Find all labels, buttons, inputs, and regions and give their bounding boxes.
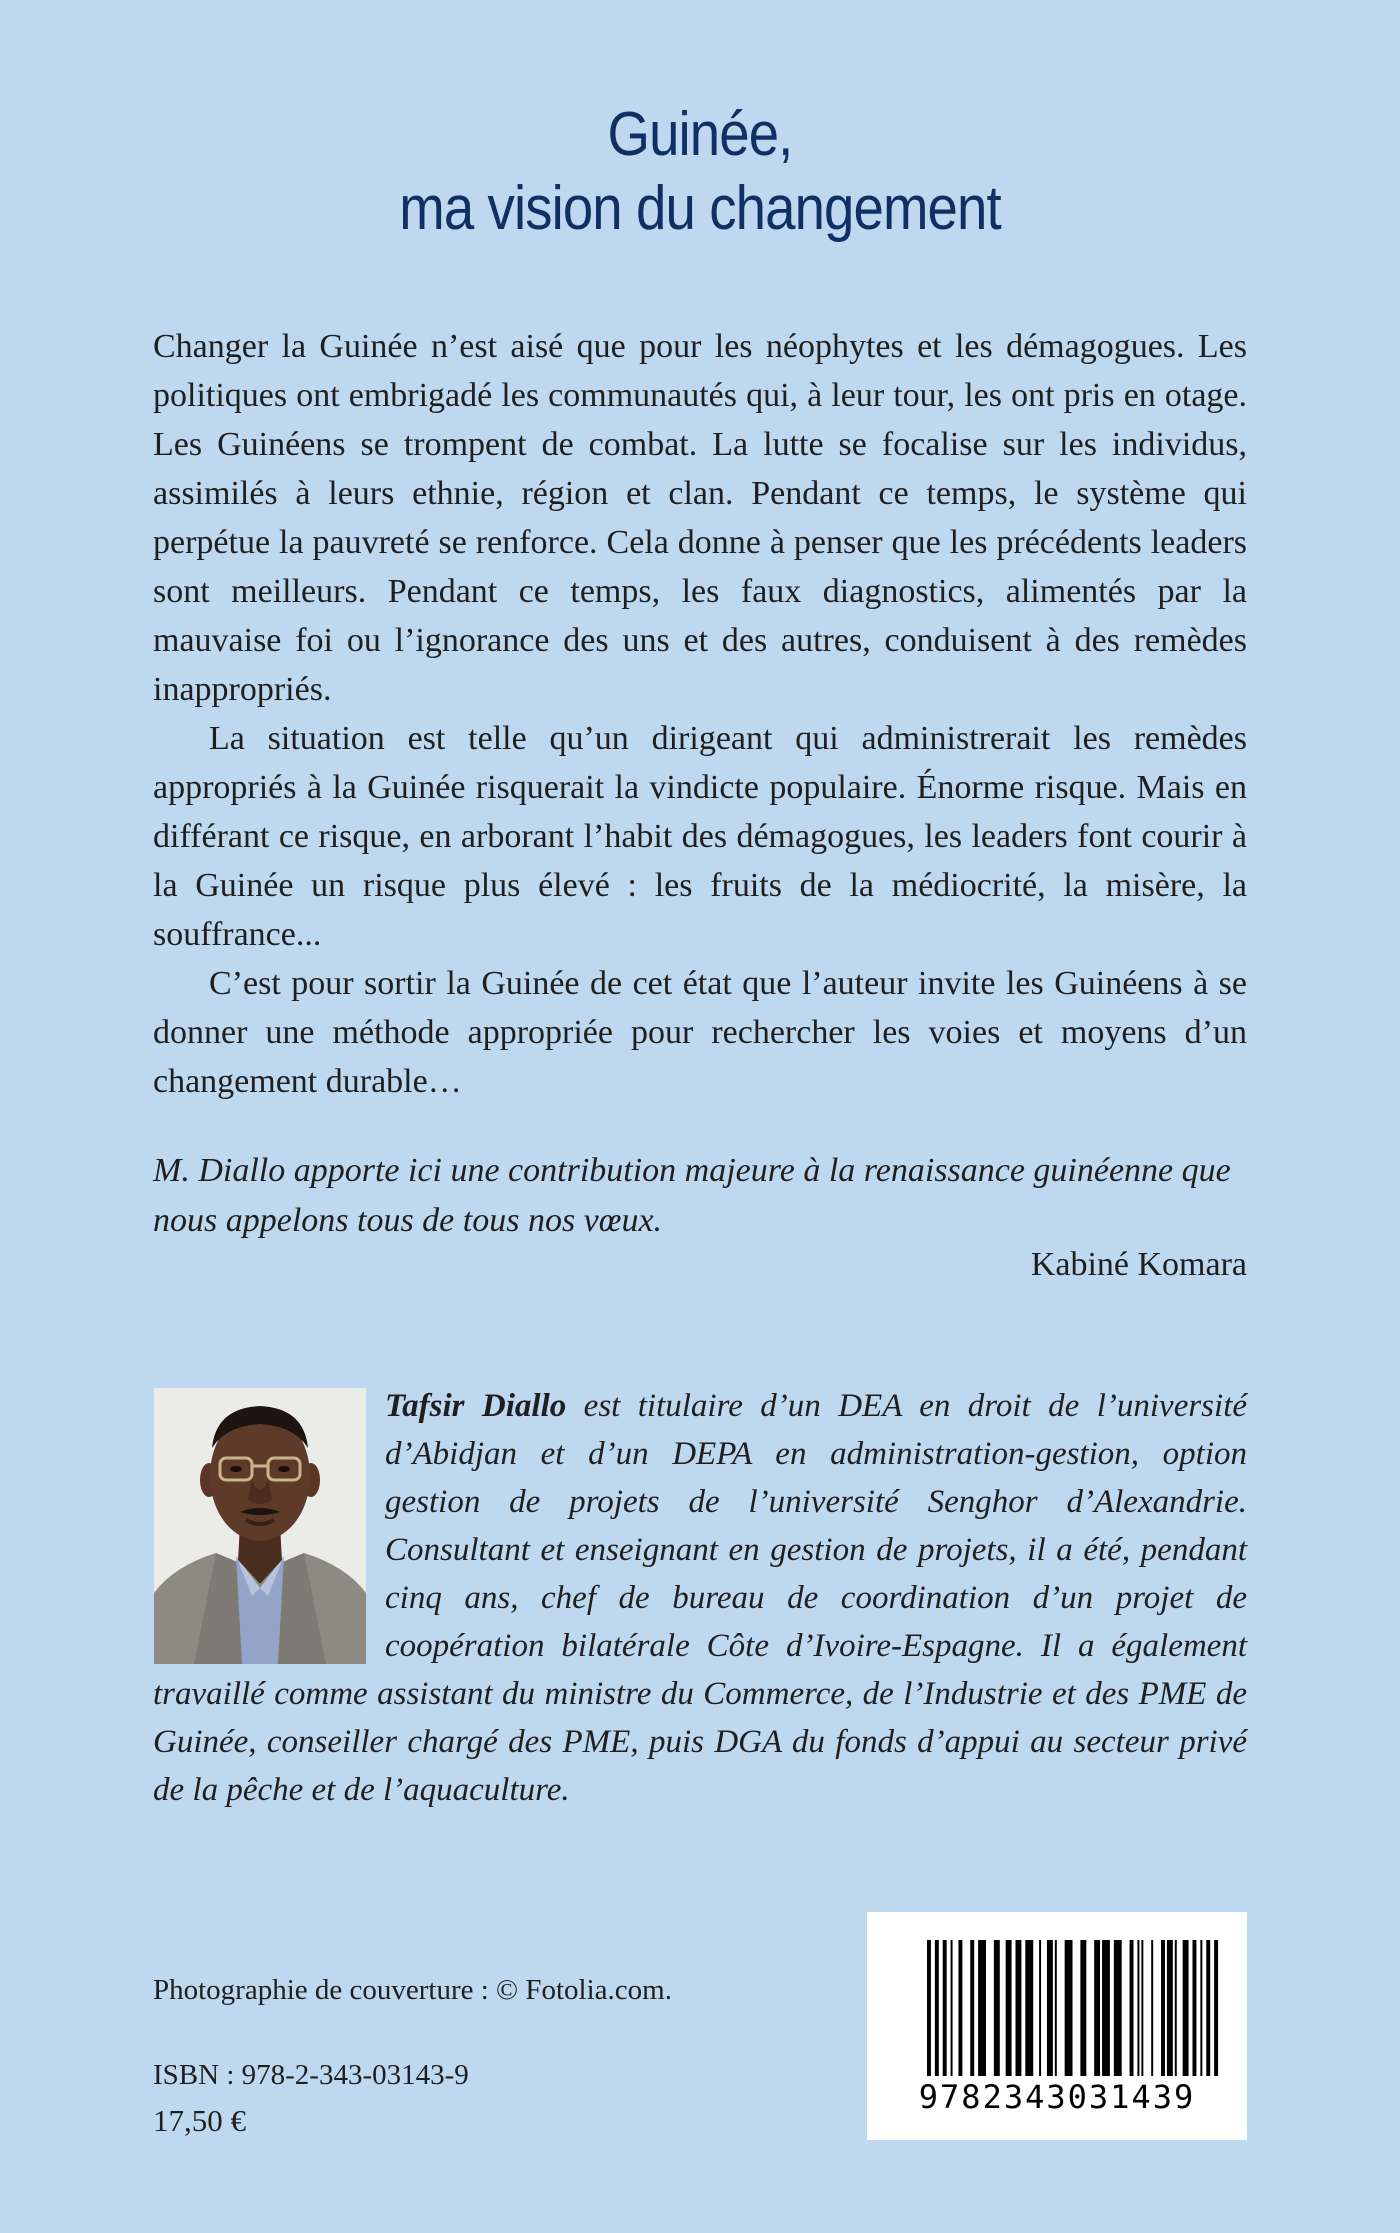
barcode-bar xyxy=(1193,1940,1197,2076)
barcode-bar xyxy=(1214,1940,1218,2076)
endorsement-quote xyxy=(153,1146,1247,1246)
barcode-bar xyxy=(994,1940,1000,2076)
barcode-bar xyxy=(970,1940,974,2076)
barcode-bar xyxy=(1039,1940,1041,2076)
summary-paragraph-3: C’est pour sortir la Guinée de cet état que l’auteur invite les Guinéens à se donner une méthode appropriée pour rechercher les voies et moyens d’un changement durable… xyxy=(153,965,1247,1100)
barcode-bars xyxy=(867,1912,1247,2082)
barcode-bar xyxy=(1094,1940,1100,2076)
barcode-bar xyxy=(978,1940,986,2076)
barcode-bar xyxy=(1161,1940,1165,2076)
barcode-bar xyxy=(927,1940,931,2076)
barcode-bar xyxy=(1151,1940,1153,2076)
barcode-bar xyxy=(1137,1940,1139,2076)
barcode-bar xyxy=(1206,1940,1210,2076)
barcode-bar xyxy=(951,1940,953,2076)
quote-text: M. Diallo apporte ici une contribution majeure à la renaissance guinéenne que nous appelons tous de tous nos vœux. xyxy=(153,1152,1231,1239)
barcode-bar xyxy=(943,1940,947,2076)
barcode-bar xyxy=(1047,1940,1053,2076)
summary-paragraph-1: Changer la Guinée n’est aisé que pour les néophytes et les démagogues. Les politiques ont embrigadé les communautés qui, à leur tour, les ont pris en otage. Les Guinéens se trompent de combat. La lutte se focalise sur les individus, assimilés à leurs ethnie, région et clan. Pendant ce temps, le système qui perpétue la pauvreté se renforce. Cela donne à penser que les précédents leaders sont meilleurs. Pendant ce temps, les faux diagnostics, alimentés par la mauvaise foi ou l’ignorance des uns et des autres, conduisent à des remèdes inappropriés. xyxy=(153,328,1247,708)
barcode-bar xyxy=(1065,1940,1073,2076)
back-cover-summary xyxy=(153,322,1247,1106)
barcode-digits: 9782343031439 xyxy=(918,2078,1196,2116)
barcode-bar xyxy=(1055,1940,1057,2076)
barcode-bar xyxy=(1016,1940,1022,2076)
title-line-1: Guinée, xyxy=(607,100,793,169)
barcode xyxy=(867,1912,1247,2140)
barcode-bar xyxy=(958,1940,962,2076)
price: 17,50 € xyxy=(153,2103,246,2138)
author-name: Tafsir Diallo xyxy=(385,1388,567,1424)
barcode-bar xyxy=(1141,1940,1143,2076)
barcode-bar xyxy=(1080,1940,1086,2076)
barcode-bar xyxy=(1114,1940,1122,2076)
barcode-bar xyxy=(1025,1940,1033,2076)
barcode-bar xyxy=(1167,1940,1173,2076)
barcode-bar xyxy=(1175,1940,1177,2076)
barcode-bar xyxy=(1102,1940,1110,2076)
barcode-bar xyxy=(1183,1940,1189,2076)
isbn: ISBN : 978-2-343-03143-9 xyxy=(153,2059,469,2091)
barcode-bar xyxy=(1130,1940,1134,2076)
title-line-2: ma vision du changement xyxy=(399,174,1001,243)
author-bio-text: est titulaire d’un DEA en droit de l’université d’Abidjan et d’un DEPA en administration-gestion, option gestion de projets de l’université Senghor d’Alexandrie. Consultant et enseignant en gestion de projets, il a été, pendant cinq ans, chef de bureau de coordination d’un projet de coopération bilatérale Côte d’Ivoire-Espagne. Il a également travaillé comme assistant du ministre du Commerce, de l’Industrie et des PME de Guinée, conseiller chargé des PME, puis DGA du fonds d’appui au secteur privé de la pêche et de l’aquaculture. xyxy=(153,1388,1248,1808)
photo-spacer xyxy=(153,1382,385,1670)
author-biography xyxy=(153,1382,1247,1814)
barcode-bar xyxy=(1006,1940,1012,2076)
barcode-bar xyxy=(935,1940,939,2076)
summary-paragraph-2: La situation est telle qu’un dirigeant qui administrerait les remèdes appropriés à la Guinée risquerait la vindicte populaire. Énorme risque. Mais en différant ce risque, en arborant l’habit des démagogues, les leaders font courir à la Guinée un risque plus élevé : les fruits de la médiocrité, la misère, la souffrance... xyxy=(153,720,1247,953)
photo-credit: Photographie de couverture : © Fotolia.com. xyxy=(153,1974,672,2006)
barcode-bar xyxy=(1200,1940,1202,2076)
quote-author: Kabiné Komara xyxy=(1030,1246,1247,1283)
book-title xyxy=(84,98,1316,246)
